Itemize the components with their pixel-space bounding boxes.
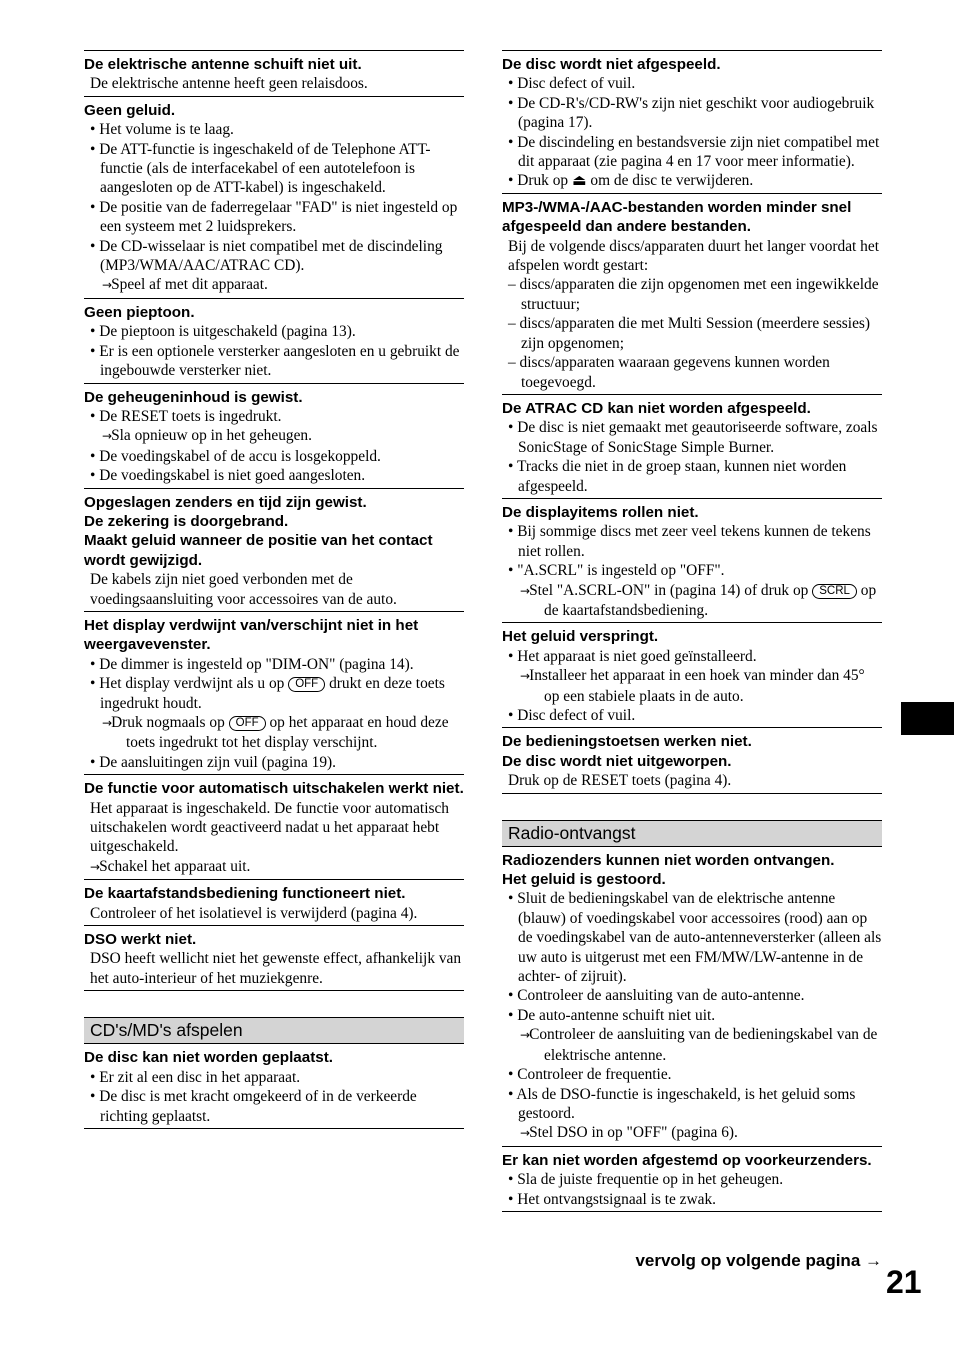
page-number: 21	[886, 1264, 922, 1300]
list-item: • De ATT-functie is ingeschakeld of de Telephone ATT-functie (als de interfacekabel of een autotelefoon is aangesloten op de ATT-kabel) is ingeschakeld.	[90, 140, 431, 197]
entry-heading: Geen geluid.	[84, 101, 176, 119]
list-item: • Er is een optionele versterker aangesloten en u gebruikt de ingebouwde versterker niet.	[90, 342, 460, 380]
entry-heading: Het geluid is gestoord.	[502, 871, 666, 889]
list-item: • Tracks die niet in de groep staan, kunnen niet worden afgespeeld.	[508, 458, 847, 495]
list-item: • De RESET toets is ingedrukt.	[90, 407, 282, 425]
list-item: • De CD-wisselaar is niet compatibel met de discindeling (MP3/WMA/AAC/ATRAC CD).	[90, 237, 443, 275]
list-item: • Druk op ⏏ om de disc te verwijderen.	[508, 172, 754, 190]
troubleshoot-entry	[84, 611, 464, 774]
left-column	[84, 50, 464, 1129]
troubleshoot-entry	[502, 50, 882, 193]
list-item: • Er zit al een disc in het apparaat.	[90, 1068, 301, 1086]
entry-heading: Het display verdwijnt van/verschijnt niet in het weergavevenster.	[84, 616, 419, 654]
arrow-icon: →	[102, 278, 112, 293]
arrow-icon: →	[520, 583, 530, 598]
remedy: →Stel "A.SCRL-ON" in (pagina 14) of druk op SCRL op de kaartafstandsbediening.	[520, 581, 877, 619]
list-item: • De auto-antenne schuift niet uit.	[508, 1006, 716, 1024]
entry-heading: Er kan niet worden afgestemd op voorkeurzenders.	[502, 1151, 872, 1169]
list-item: • Sla de juiste frequentie op in het geheugen.	[508, 1171, 784, 1189]
scrl-button-label: SCRL	[812, 584, 857, 599]
entry-heading: De zekering is doorgebrand.	[84, 512, 289, 530]
list-item: – discs/apparaten waaraan gegevens kunnen worden toegevoegd.	[508, 354, 830, 391]
troubleshoot-entry	[84, 879, 464, 925]
remedy: →Sla opnieuw op in het geheugen.	[102, 427, 312, 445]
arrow-icon: →	[520, 669, 530, 684]
list-item: • Disc defect of vuil.	[508, 707, 636, 724]
list-item: • "A.SCRL" is ingesteld op "OFF".	[508, 562, 725, 580]
side-thumb-tab	[901, 702, 954, 735]
troubleshoot-entry	[502, 498, 882, 622]
list-item: • De dimmer is ingesteld op "DIM-ON" (pagina 14).	[90, 655, 414, 673]
list-item: • Het display verdwijnt als u op OFF drukt en deze toets ingedrukt houdt.	[90, 675, 445, 712]
entry-text: DSO heeft wellicht niet het gewenste effect, afhankelijk van het auto-interieur of het muziekgenre.	[90, 950, 462, 987]
remedy: →Druk nogmaals op OFF op het apparaat en houd deze toets ingedrukt tot het display verschijnt.	[102, 714, 449, 752]
remedy: →Stel DSO in op "OFF" (pagina 6).	[520, 1124, 738, 1142]
list-item: • Controleer de aansluiting van de auto-antenne.	[508, 987, 805, 1005]
entry-text: De kabels zijn niet goed verbonden met de voedingsaansluiting voor accessoires van de auto.	[90, 571, 397, 608]
entry-heading: De elektrische antenne schuift niet uit.	[84, 56, 362, 73]
list-item: • De disc is niet gemaakt met geautoriseerde software, zoals SonicStage of SonicStage Simple Burner.	[508, 419, 878, 456]
remedy: →Speel af met dit apparaat.	[102, 276, 268, 294]
list-item: • De disc is met kracht omgekeerd of in de verkeerde richting geplaatst.	[90, 1088, 417, 1125]
troubleshoot-entry	[502, 394, 882, 498]
section-header-cd-playback: CD's/MD's afspelen	[84, 1017, 464, 1044]
entry-heading: De disc wordt niet afgespeeld.	[502, 56, 721, 73]
entry-heading: De disc wordt niet uitgeworpen.	[502, 752, 732, 770]
arrow-icon: →	[520, 1126, 530, 1141]
list-item: • De pieptoon is uitgeschakeld (pagina 13).	[90, 323, 356, 341]
entry-text: Bij de volgende discs/apparaten duurt het langer voordat het afspelen wordt gestart:	[508, 237, 879, 275]
arrow-icon: →	[102, 716, 112, 730]
entry-heading: Opgeslagen zenders en tijd zijn gewist.	[84, 493, 367, 511]
entry-heading: MP3-/WMA-/AAC-bestanden worden minder snel afgespeeld dan andere bestanden.	[502, 198, 852, 236]
troubleshoot-entry	[84, 298, 464, 383]
list-item: • Het volume is te laag.	[90, 121, 234, 139]
continue-notice: vervolg op volgende pagina →	[635, 1251, 882, 1270]
arrow-icon: →	[102, 429, 112, 444]
entry-heading: De kaartafstandsbediening functioneert niet.	[84, 885, 406, 903]
entry-text: Controleer of het isolatievel is verwijderd (pagina 4).	[90, 904, 418, 922]
list-item: • De voedingskabel is niet goed aangesloten.	[90, 467, 366, 485]
troubleshoot-entry	[84, 50, 464, 96]
entry-text: De elektrische antenne heeft geen relaisdoos.	[90, 75, 368, 93]
entry-heading: De geheugeninhoud is gewist.	[84, 388, 303, 406]
eject-icon: ⏏	[571, 172, 587, 190]
troubleshoot-entry	[502, 622, 882, 727]
troubleshoot-entry	[84, 488, 464, 611]
troubleshoot-entry	[502, 193, 882, 394]
off-button-label: OFF	[229, 716, 266, 731]
list-item: • Het apparaat is niet goed geïnstalleerd.	[508, 647, 757, 665]
remedy: →Schakel het apparaat uit.	[90, 857, 251, 875]
entry-heading: De ATRAC CD kan niet worden afgespeeld.	[502, 399, 811, 417]
entry-heading: De disc kan niet worden geplaatst.	[84, 1049, 333, 1067]
entry-heading: De bedieningstoetsen werken niet.	[502, 733, 752, 751]
list-item: • De aansluitingen zijn vuil (pagina 19).	[90, 753, 337, 771]
list-item: • De discindeling en bestandsversie zijn niet compatibel met dit apparaat (zie pagina 4 en 17 voor meer informatie).	[508, 133, 880, 171]
entry-heading: Het geluid verspringt.	[502, 628, 659, 646]
list-item: • De CD-R's/CD-RW's zijn niet geschikt voor audiogebruik (pagina 17).	[508, 94, 875, 132]
list-item: • Het ontvangstsignaal is te zwak.	[508, 1190, 716, 1208]
troubleshoot-entry	[502, 847, 882, 1146]
list-item: • Als de DSO-functie is ingeschakeld, is het geluid soms gestoord.	[508, 1085, 856, 1122]
list-item: • Bij sommige discs met zeer veel tekens kunnen de tekens niet rollen.	[508, 523, 871, 560]
right-column	[502, 50, 882, 1212]
entry-heading: Geen pieptoon.	[84, 303, 195, 321]
remedy: →Installeer het apparaat in een hoek van minder dan 45° op een stabiele plaats in de auto.	[520, 667, 865, 705]
troubleshoot-entry	[84, 925, 464, 991]
arrow-icon: →	[90, 859, 100, 874]
list-item: – discs/apparaten die zijn opgenomen met een ingewikkelde structuur;	[508, 276, 879, 313]
list-item: • De positie van de faderregelaar "FAD" is niet ingesteld op een systeem met 2 luidsprekers.	[90, 198, 458, 236]
troubleshoot-entry	[84, 383, 464, 488]
entry-heading: De functie voor automatisch uitschakelen werkt niet.	[84, 780, 464, 798]
off-button-label: OFF	[288, 677, 325, 692]
section-header-radio: Radio-ontvangst	[502, 820, 882, 847]
entry-heading: Maakt geluid wanneer de positie van het contact wordt gewijzigd.	[84, 532, 433, 569]
list-item: • Controleer de frequentie.	[508, 1066, 672, 1084]
entry-text: Het apparaat is ingeschakeld. De functie voor automatisch uitschakelen wordt geactiveerd nadat u het apparaat hebt uitgeschakeld.	[90, 799, 449, 856]
troubleshoot-entry	[84, 1044, 464, 1129]
troubleshoot-entry	[84, 774, 464, 879]
list-item: • Disc defect of vuil.	[508, 75, 636, 93]
entry-heading: Radiozenders kunnen niet worden ontvangen.	[502, 851, 835, 869]
troubleshoot-entry	[84, 96, 464, 298]
troubleshoot-entry	[502, 727, 882, 793]
entry-text: Druk op de RESET toets (pagina 4).	[508, 772, 732, 790]
remedy: →Controleer de aansluiting van de bedieningskabel van de elektrische antenne.	[520, 1026, 878, 1064]
list-item: • De voedingskabel of de accu is losgekoppeld.	[90, 447, 381, 465]
list-item: – discs/apparaten die met Multi Session (meerdere sessies) zijn opgenomen;	[508, 315, 871, 352]
list-item: • Sluit de bedieningskabel van de elektrische antenne (blauw) of voedingskabel voor accessoires (rood) aan op de voedingskabel van de auto-antenneversterker (alleen als uw auto is uitgerust met een FM/MW/LW-antenne in de achter- of zijruit).	[508, 890, 882, 986]
entry-heading: DSO werkt niet.	[84, 931, 197, 949]
entry-heading: De displayitems rollen niet.	[502, 503, 699, 521]
troubleshoot-entry	[502, 1146, 882, 1212]
arrow-icon: →	[520, 1028, 530, 1043]
